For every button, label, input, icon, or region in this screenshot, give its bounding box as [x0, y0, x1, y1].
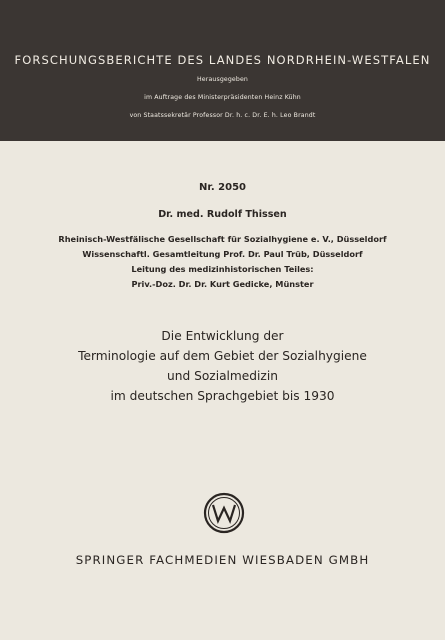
- affiliation-line-2: Wissenschaftl. Gesamtleitung Prof. Dr. Paul Trüb, Düsseldorf: [82, 249, 363, 259]
- book-title-line-3: und Sozialmedizin: [167, 369, 278, 383]
- author-name: Dr. med. Rudolf Thissen: [158, 209, 287, 220]
- editor-line-3: von Staatssekretär Professor Dr. h. c. Dr. E. h. Leo Brandt: [129, 112, 316, 119]
- publisher-name: SPRINGER FACHMEDIEN WIESBADEN GMBH: [75, 553, 370, 567]
- editor-line-2: im Auftrage des Ministerpräsidenten Heinz Kühn: [144, 94, 301, 101]
- editor-line-1: Herausgegeben: [196, 76, 248, 83]
- issue-number: Nr. 2050: [199, 182, 246, 193]
- affiliation-line-4: Priv.-Doz. Dr. Dr. Kurt Gedicke, Münster: [131, 279, 314, 289]
- header-band: [0, 0, 445, 141]
- affiliation-line-1: Rheinisch-Westfälische Gesellschaft für Sozialhygiene e. V., Düsseldorf: [58, 234, 387, 244]
- book-title-line-4: im deutschen Sprachgebiet bis 1930: [110, 389, 335, 403]
- series-title: FORSCHUNGSBERICHTE DES LANDES NORDRHEIN-WESTFALEN: [14, 53, 431, 67]
- book-title-line-2: Terminologie auf dem Gebiet der Sozialhygiene: [78, 349, 367, 363]
- book-title-line-1: Die Entwicklung der: [161, 329, 284, 343]
- affiliation-line-3: Leitung des medizinhistorischen Teiles:: [131, 264, 314, 274]
- springer-vieweg-logo-icon: [203, 492, 245, 534]
